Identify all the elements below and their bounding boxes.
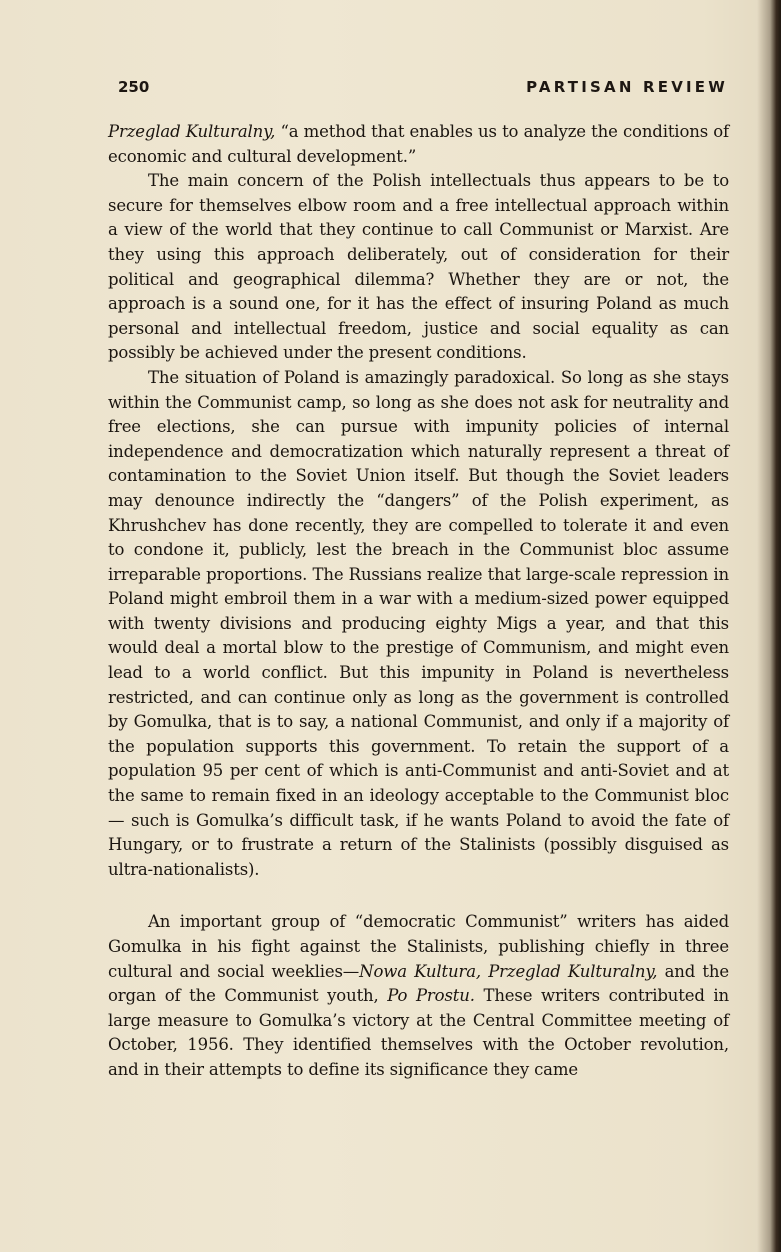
text-segment: These writers contributed in large measure to Gomulka’s victory at the Central Committee meeting of October, 1956. They identified themselves with the October revolution, and in their attempts to define its significance they came [108, 986, 729, 1079]
text-segment: and the organ of the Communist youth, [108, 961, 729, 1006]
text-segment: Po Prostu. [387, 986, 475, 1006]
page-number: 250 [118, 78, 150, 96]
paragraph [108, 910, 729, 1082]
text-segment: An important group of “democratic Communist” writers has aided Gomulka in his fight against the Stalinists, publishing chiefly in three cultural and social weeklies— [108, 912, 729, 981]
running-head: PARTISAN REVIEW [526, 78, 728, 96]
text-segment: The situation of Poland is amazingly paradoxical. So long as she stays within the Communist camp, so long as she does not ask for neutrality and free elections, she can pursue with impunity policies of internal independence and democratization which naturally represent a threat of contamination to the Soviet Union itself. But though the Soviet leaders may denounce indirectly the “dangers” of the Polish experiment, as Khrushchev has done recently, they are compelled to tolerate it and even to condone it, publicly, lest the breach in the Communist bloc assume irreparable proportions. The Russians realize that large-scale repression in Poland might embroil them in a war with a medium-sized power equipped with twenty divisions and producing eighty Migs a year, and that this would deal a mortal blow to the prestige of Communism, and might even lead to a world conflict. But this impunity in Poland is nevertheless restricted, and can continue only as long as the government is controlled by Gomulka, that is to say, a national Communist, and only if a majority of the population supports this government. To retain the support of a population 95 per cent of which is anti-Communist and anti-Soviet and at the same to remain fixed in an ideology acceptable to the Communist bloc— such is Gomulka’s difficult task, if he wants Poland to avoid the fate of Hungary, or to frustrate a return of the Stalinists (possibly disguised as ultra-nationalists). [108, 367, 729, 879]
binding-shadow [757, 0, 781, 1252]
paragraph [108, 169, 729, 366]
text-segment: The main concern of the Polish intellectuals thus appears to be to secure for themselves elbow room and a free intellectual approach within a view of the world that they continue to call Communist or Marxist. Are they using this approach deliberately, out of consideration for their political and geographical dilemma? Whether they are or not, the approach is a sound one, for it has the effect of insuring Poland as much personal and intellectual freedom, justice and social equality as can possibly be achieved under the present conditions. [108, 171, 729, 363]
paragraph [108, 120, 729, 169]
text-segment: Przeglad Kulturalny, [108, 122, 276, 141]
body-text [108, 120, 729, 1083]
page-header [118, 78, 728, 102]
text-segment: Nowa Kultura, Przeglad Kulturalny, [359, 961, 658, 981]
paragraph [108, 366, 729, 882]
text-segment: “a method that enables us to analyze the conditions of economic and cultural development.” [108, 122, 729, 166]
